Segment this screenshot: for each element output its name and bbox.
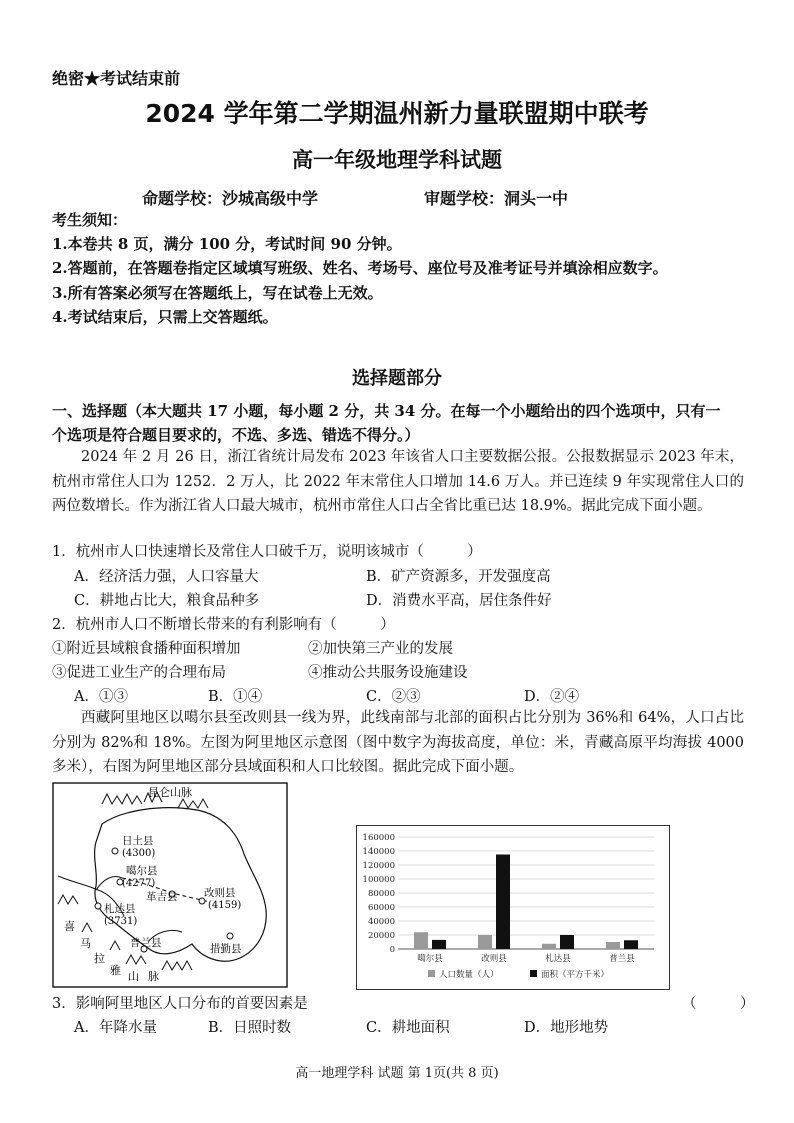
map-label-zhada-altitude: (3731) — [104, 916, 138, 927]
x-tick-label: 改则县 — [481, 954, 507, 964]
question-3-stem: 3．影响阿里地区人口分布的首要因素是 — [52, 996, 308, 1012]
map-label-gaer-altitude: (4277) — [122, 878, 156, 889]
question-1-option-b: B．矿产资源多，开发强度高 — [366, 569, 551, 585]
question-2-statement-3: ③促进工业生产的合理布局 — [52, 665, 226, 681]
exam-subtitle: 高一年级地理学科试题 — [292, 147, 502, 172]
bar-area — [624, 940, 638, 949]
legend-swatch-population — [428, 970, 435, 977]
bar-population — [606, 942, 620, 949]
y-tick-label: 20000 — [367, 931, 395, 941]
y-tick-label: 60000 — [367, 903, 395, 913]
question-3-option-a: A．年降水量 — [74, 1020, 157, 1036]
section-title: 选择题部分 — [352, 368, 442, 389]
question-2-statement-4: ④推动公共服务设施建设 — [308, 665, 468, 681]
map-label-ritu: 日土县 — [122, 835, 154, 847]
county-point-cuoqin — [227, 933, 233, 939]
question-1-option-a: A．经济活力强，人口容量大 — [74, 569, 259, 585]
ali-region-map — [52, 782, 288, 988]
legend-label-area: 面积（平方千米） — [541, 970, 610, 980]
bar-population — [414, 932, 428, 949]
y-tick-label: 80000 — [367, 889, 395, 899]
notice-item: 2.答题前，在答题卷指定区域填写班级、姓名、考场号、座位号及准考证号并填涂相应数字。 — [52, 259, 668, 277]
x-tick-label: 普兰县 — [609, 954, 635, 964]
map-label-pulan: 普兰县 — [130, 937, 162, 949]
question-3-answer-paren: （ ） — [682, 996, 755, 1012]
y-tick-label: 40000 — [367, 917, 395, 927]
reviewer-school: 审题学校：洞头一中 — [424, 189, 569, 208]
map-label-cuoqin: 措勤县 — [210, 943, 242, 955]
county-area-population-chart — [356, 825, 670, 990]
bar-population — [478, 935, 492, 949]
question-2-option-a: A．①③ — [74, 689, 128, 705]
question-3-option-b: B．日照时数 — [208, 1020, 292, 1036]
map-label-himalaya-2: 马 — [80, 937, 91, 950]
map-label-himalaya-3: 拉 — [94, 952, 105, 965]
question-2-statement-1: ①附近县域粮食播种面积增加 — [52, 641, 241, 657]
bar-area — [560, 935, 574, 949]
y-tick-label: 140000 — [362, 847, 395, 857]
question-3-option-d: D．地形地势 — [524, 1020, 609, 1036]
notice-item: 1.本卷共 8 页，满分 100 分，考试时间 90 分钟。 — [52, 235, 402, 253]
y-tick-label: 120000 — [362, 861, 395, 871]
map-label-ritu-altitude: (4300) — [122, 848, 156, 859]
map-label-gaize-altitude: (4159) — [208, 900, 242, 911]
map-label-himalaya-4: 雅 — [110, 964, 121, 977]
bar-population — [542, 944, 556, 949]
map-label-kunlun: 昆仑山脉 — [148, 786, 192, 799]
exam-title: 2024 学年第二学期温州新力量联盟期中联考 — [145, 99, 649, 128]
map-label-himalaya-1: 喜 — [64, 920, 75, 933]
setter-school: 命题学校：沙城高级中学 — [142, 189, 319, 208]
question-1-option-c: C．耕地占比大，粮食品种多 — [74, 593, 260, 609]
question-2-option-b: B．①④ — [208, 689, 263, 705]
map-label-gaer: 噶尔县 — [126, 865, 158, 877]
question-2-statement-2: ②加快第三产业的发展 — [308, 641, 453, 657]
passage-ali: 西藏阿里地区以噶尔县至改则县一线为界，此线南部与北部的面积占比分别为 36%和 64%，人口占比分别为 82%和 18%。左图为阿里地区示意图（图中数字为海拔高度，单位：米，青藏高原平均海拔 4000 多米），右图为阿里地区部分县域面积和人口比较图。据此完成下面小题。 — [52, 710, 744, 775]
map-label-gaize: 改则县 — [204, 887, 236, 899]
question-1-option-d: D．消费水平高，居住条件好 — [366, 593, 552, 609]
y-tick-label: 160000 — [362, 833, 395, 843]
notice-item: 4.考试结束后，只需上交答题纸。 — [52, 308, 278, 326]
legend-swatch-area — [530, 970, 537, 977]
notice-item: 3.所有答案必须写在答题纸上，写在试卷上无效。 — [52, 284, 383, 302]
county-point-zhada — [95, 903, 101, 909]
question-2-stem: 2．杭州市人口不断增长带来的有利影响有（ ） — [52, 617, 395, 633]
bar-area — [496, 855, 510, 950]
legend-label-population: 人口数量（人） — [439, 970, 499, 980]
section-instruction: 一、选择题（本大题共 17 小题，每小题 2 分，共 34 分。在每一个小题给出的四个选项中，只有一 — [52, 402, 721, 420]
y-tick-label: 0 — [389, 945, 395, 955]
question-2-option-d: D．②④ — [524, 689, 580, 705]
chart-frame — [357, 826, 670, 990]
notice-heading: 考生须知： — [52, 211, 128, 229]
bar-area — [432, 940, 446, 949]
question-2-option-c: C．②③ — [366, 689, 421, 705]
question-3-option-c: C．耕地面积 — [366, 1020, 450, 1036]
x-tick-label: 噶尔县 — [417, 954, 443, 964]
secret-label: 绝密★考试结束前 — [52, 69, 181, 88]
map-label-zhada: 札达县 — [104, 903, 136, 915]
map-label-himalaya-5: 山 — [128, 970, 139, 983]
map-label-himalaya-6: 脉 — [148, 970, 159, 983]
passage-hangzhou: 2024 年 2 月 26 日，浙江省统计局发布 2023 年该省人口主要数据公报。公报数据显示 2023 年末，杭州市常住人口为 1252．2 万人，比 2022 年末常住人口增加 14.6 万人。并已连续 9 年实现常住人口的两位数增长。作为浙江省人口最大城市，杭州市常住人口占全省比重已达 18.9%。据此完成下面小题。 — [52, 449, 744, 514]
y-tick-label: 100000 — [362, 875, 395, 885]
page-footer: 高一地理学科 试题 第 1页(共 8 页) — [295, 1066, 499, 1081]
section-instruction: 个选项是符合题目要求的，不选、多选、错选不得分。） — [52, 426, 420, 444]
question-1-stem: 1．杭州市人口快速增长及常住人口破千万，说明该城市（ ） — [52, 544, 482, 560]
county-point-ritu — [112, 848, 118, 854]
map-label-geji: 革吉县 — [146, 891, 178, 903]
x-tick-label: 札达县 — [545, 954, 571, 964]
